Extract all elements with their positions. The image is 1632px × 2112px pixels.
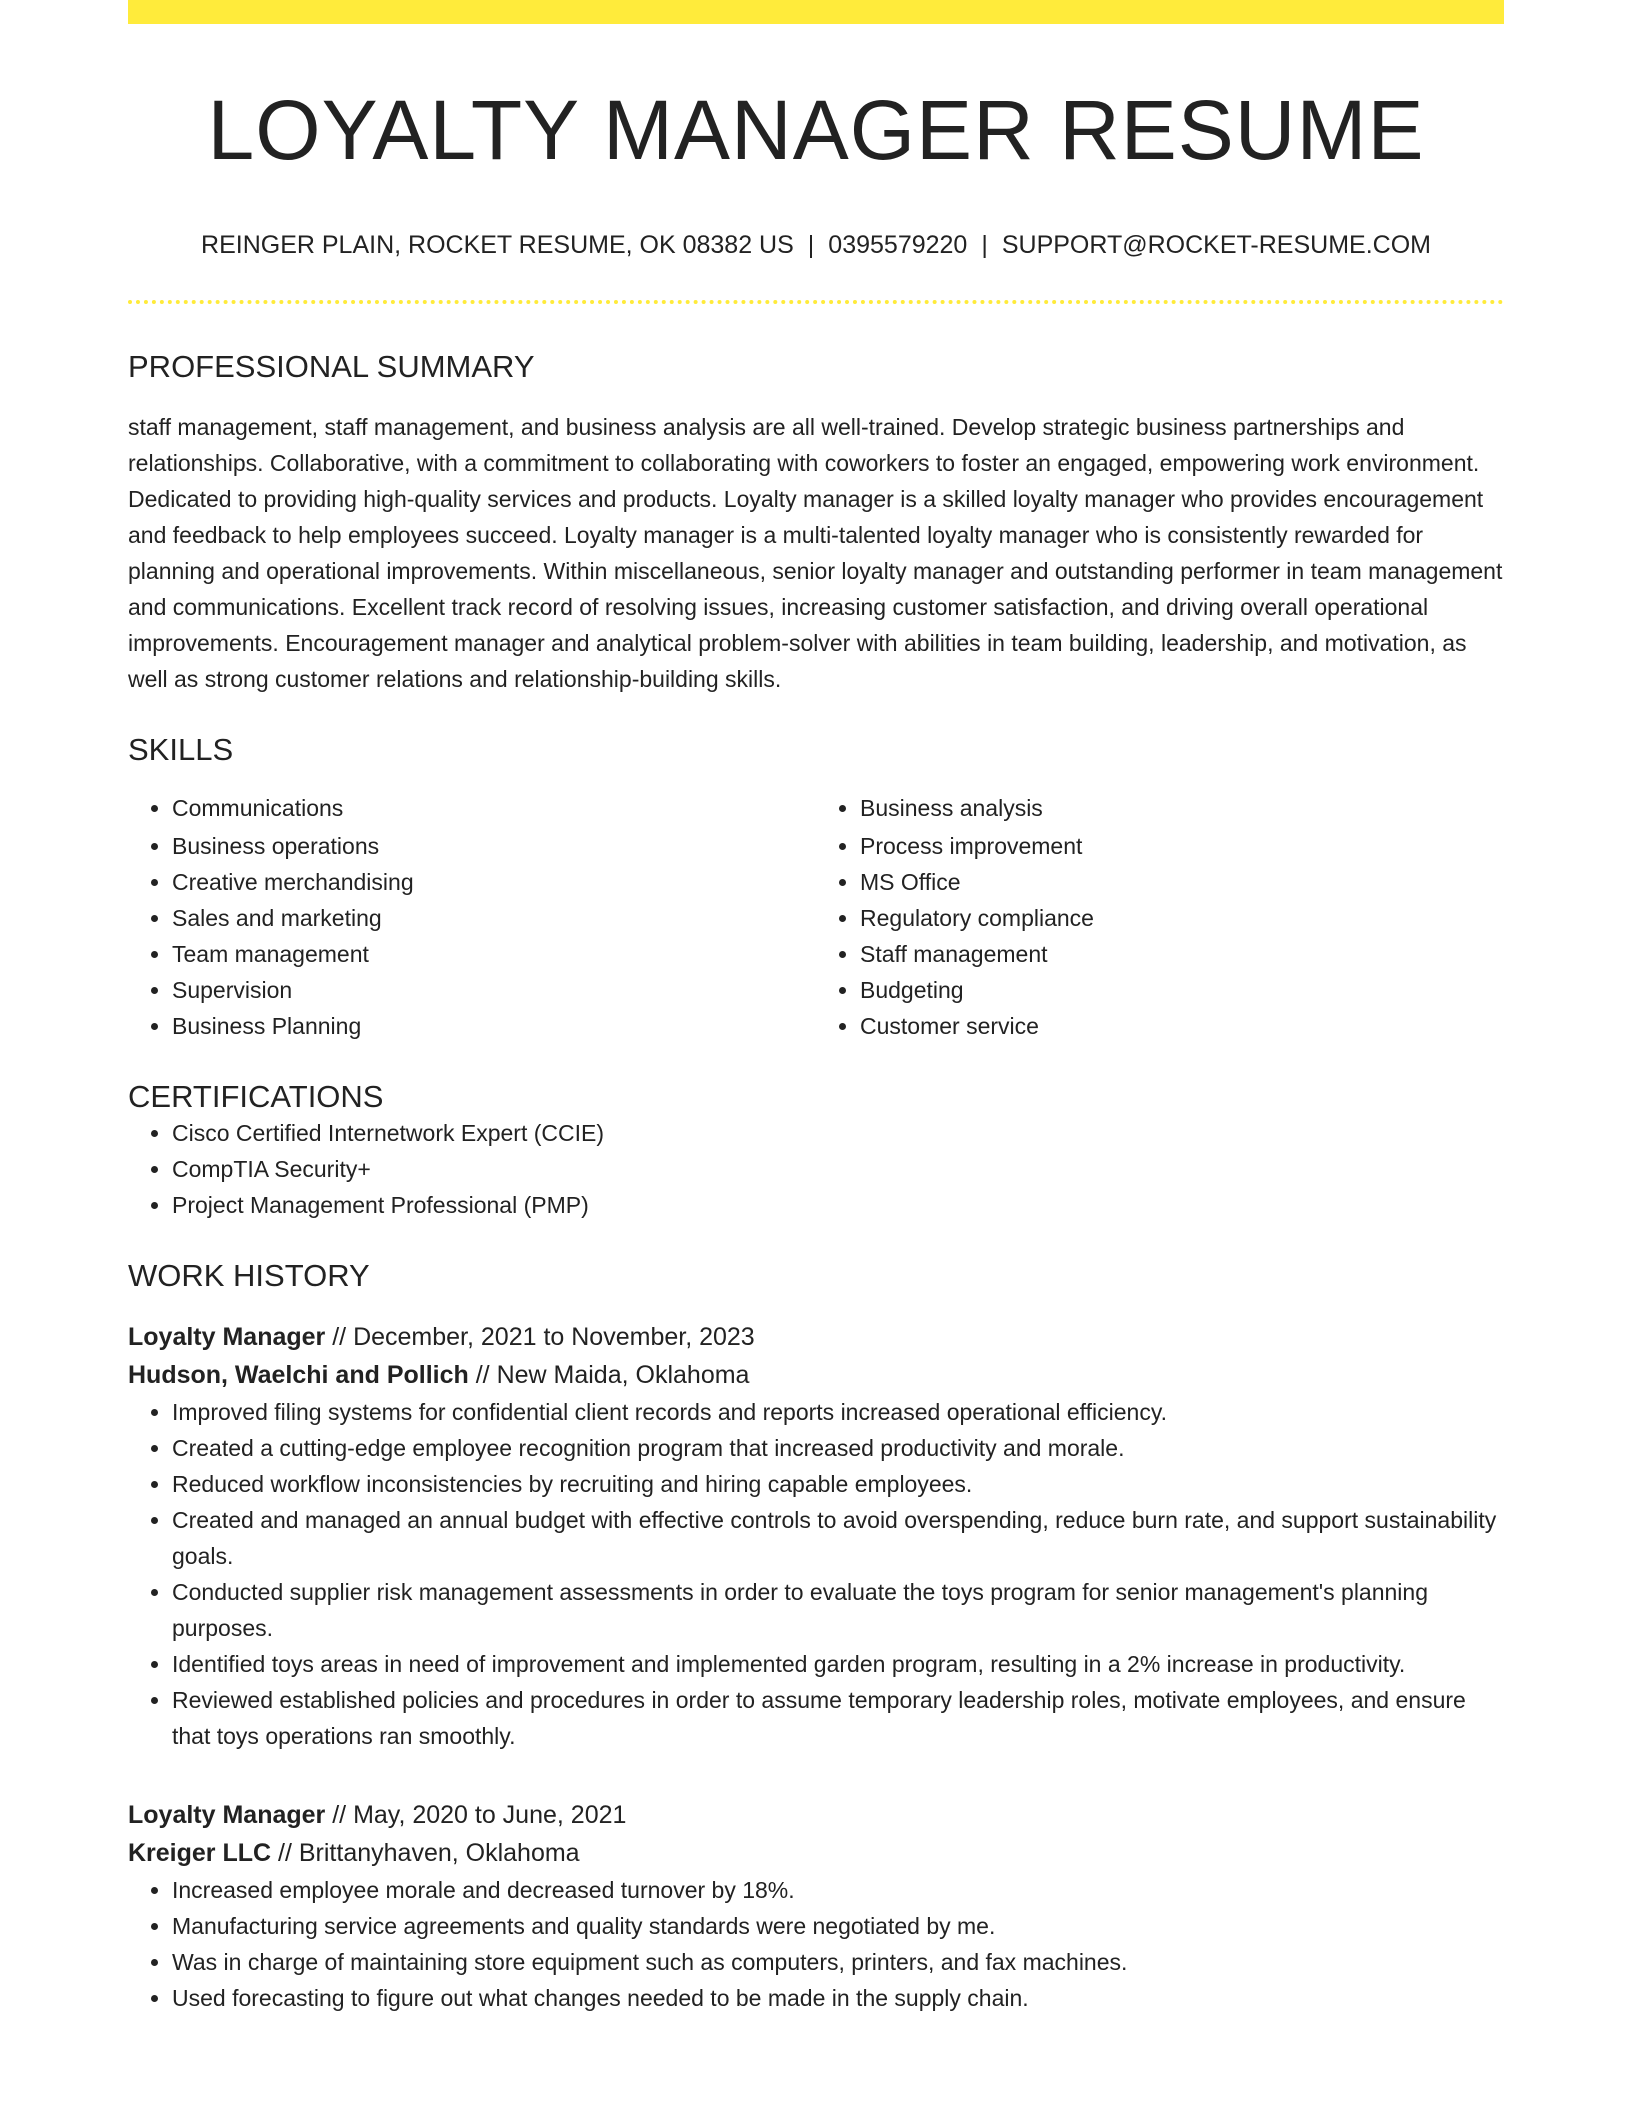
job-location: // New Maida, Oklahoma <box>468 1361 750 1390</box>
job-duty: • Conducted supplier risk management assessments in order to evaluate the toys program for senior management's planning purposes. <box>172 1574 1504 1646</box>
phone: 0395579220 <box>828 231 968 260</box>
skill-item: • Team management <box>172 936 816 972</box>
job-company: Hudson, Waelchi and Pollich <box>128 1361 469 1390</box>
job-entry <box>128 1796 1504 2016</box>
skill-item: • Business Planning <box>172 1008 816 1044</box>
skill-item: • Budgeting <box>860 972 1504 1008</box>
job-company: Kreiger LLC <box>128 1839 272 1868</box>
job-role-line <box>128 1796 1504 1834</box>
job-duty: • Created a cutting-edge employee recognition program that increased productivity and morale. <box>172 1430 1504 1466</box>
skill-item: • Regulatory compliance <box>860 900 1504 936</box>
job-duty: • Reviewed established policies and procedures in order to assume temporary leadership roles, motivate employees, and ensure that toys operations ran smoothly. <box>172 1682 1504 1754</box>
skill-item: • Communications <box>172 790 816 826</box>
skill-item: • Sales and marketing <box>172 900 816 936</box>
job-dates: // May, 2020 to June, 2021 <box>325 1801 627 1830</box>
job-duty: • Reduced workflow inconsistencies by recruiting and hiring capable employees. <box>172 1466 1504 1502</box>
section-title-summary: PROFESSIONAL SUMMARY <box>128 349 535 385</box>
certifications-list <box>128 1115 1504 1223</box>
job-duty: • Improved filing systems for confidential client records and reports increased operational efficiency. <box>172 1394 1504 1430</box>
skill-item: • Creative merchandising <box>172 864 816 900</box>
skill-item: • Business analysis <box>860 790 1504 826</box>
section-title-work-history: WORK HISTORY <box>128 1257 370 1293</box>
certification-item: • Project Management Professional (PMP) <box>172 1187 1504 1223</box>
resume-title: LOYALTY MANAGER RESUME <box>207 83 1425 177</box>
section-title-certifications: CERTIFICATIONS <box>128 1078 384 1114</box>
job-duties-list <box>128 1872 1504 2016</box>
separator: | <box>981 231 988 260</box>
job-duty: • Created and managed an annual budget with effective controls to avoid overspending, reduce burn rate, and support sustainability goals. <box>172 1502 1504 1574</box>
job-company-line <box>128 1356 1504 1394</box>
job-duty: • Was in charge of maintaining store equipment such as computers, printers, and fax machines. <box>172 1944 1504 1980</box>
job-company-line <box>128 1834 1504 1872</box>
certification-item: • CompTIA Security+ <box>172 1151 1504 1187</box>
resume-page <box>128 0 1504 2016</box>
skill-item: • Staff management <box>860 936 1504 972</box>
skills-column-right <box>816 790 1504 1044</box>
skills-list <box>128 790 1504 1044</box>
job-entry <box>128 1318 1504 1754</box>
job-role: Loyalty Manager <box>128 1323 326 1352</box>
skill-item: • MS Office <box>860 864 1504 900</box>
address: REINGER PLAIN, ROCKET RESUME, OK 08382 US <box>201 231 794 260</box>
top-accent-bar <box>128 0 1504 24</box>
job-duty: • Manufacturing service agreements and quality standards were negotiated by me. <box>172 1908 1504 1944</box>
skill-item: • Customer service <box>860 1008 1504 1044</box>
job-duties-list <box>128 1394 1504 1754</box>
skill-item: • Process improvement <box>860 828 1504 864</box>
job-dates: // December, 2021 to November, 2023 <box>325 1323 755 1352</box>
job-role: Loyalty Manager <box>128 1801 326 1830</box>
certification-item: • Cisco Certified Internetwork Expert (CCIE) <box>172 1115 1504 1151</box>
contact-line <box>128 230 1504 260</box>
job-location: // Brittanyhaven, Oklahoma <box>271 1839 580 1868</box>
job-role-line <box>128 1318 1504 1356</box>
skills-column-left <box>128 790 816 1044</box>
job-duty: • Used forecasting to figure out what changes needed to be made in the supply chain. <box>172 1980 1504 2016</box>
section-title-skills: SKILLS <box>128 731 234 767</box>
dotted-divider <box>128 300 1504 304</box>
email: SUPPORT@ROCKET-RESUME.COM <box>1001 231 1431 260</box>
skill-item: • Business operations <box>172 828 816 864</box>
summary-text: staff management, staff management, and business analysis are all well-trained. Develop strategic business partnerships and relationships. Collaborative, with a commitment to collaborating with coworkers to foster an engaged, empowering work environment. Dedicated to providing high-quality services and products. Loyalty manager is a skilled loyalty manager who provides encouragement and feedback to help employees succeed. Loyalty manager is a multi-talented loyalty manager who is consistently rewarded for planning and operational improvements. Within miscellaneous, senior loyalty manager and outstanding performer in team management and communications. Excellent track record of resolving issues, increasing customer satisfaction, and driving overall operational improvements. Encouragement manager and analytical problem-solver with abilities in team building, leadership, and motivation, as well as strong customer relations and relationship-building skills. <box>128 413 1503 692</box>
skill-item: • Supervision <box>172 972 816 1008</box>
separator: | <box>807 231 815 260</box>
job-duty: • Increased employee morale and decreased turnover by 18%. <box>172 1872 1504 1908</box>
job-duty: • Identified toys areas in need of improvement and implemented garden program, resulting in a 2% increase in productivity. <box>172 1646 1504 1682</box>
